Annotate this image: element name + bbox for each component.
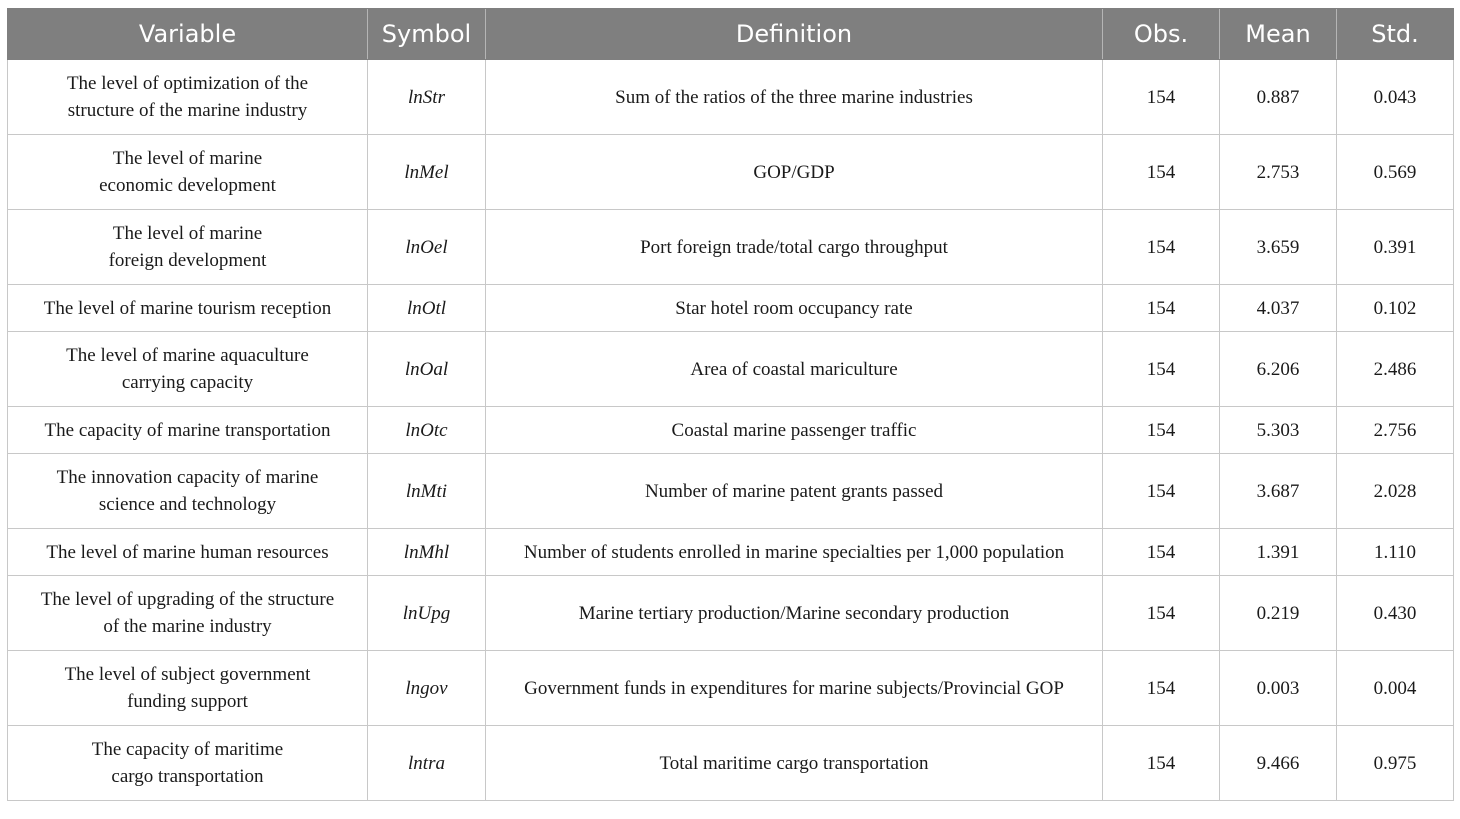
variable-line: economic development: [99, 175, 276, 196]
variable-line: The level of upgrading of the structure: [40, 589, 335, 610]
table-row: [8, 135, 1454, 210]
cell-definition: Total maritime cargo transportation: [486, 726, 1103, 801]
table-row: [8, 454, 1454, 529]
cell-symbol: lnOtl: [368, 285, 486, 332]
cell-definition: Government funds in expenditures for marine subjects/Provincial GOP: [486, 651, 1103, 726]
cell-obs: 154: [1103, 60, 1220, 135]
table-row: [8, 651, 1454, 726]
header-definition: Definition: [486, 9, 1103, 60]
header-symbol: Symbol: [368, 9, 486, 60]
cell-std: 2.486: [1337, 332, 1454, 407]
variable-line: The level of marine aquaculture: [66, 345, 309, 366]
cell-symbol: lngov: [368, 651, 486, 726]
header-variable: Variable: [8, 9, 368, 60]
cell-variable: [8, 135, 368, 210]
cell-obs: 154: [1103, 285, 1220, 332]
cell-mean: 5.303: [1220, 407, 1337, 454]
variable-line: The capacity of maritime: [91, 739, 284, 760]
header-obs: Obs.: [1103, 9, 1220, 60]
variable-line: The innovation capacity of marine: [56, 467, 319, 488]
cell-definition: Port foreign trade/total cargo throughput: [486, 210, 1103, 285]
variable-line: The level of marine tourism reception: [43, 297, 332, 319]
cell-std: 0.975: [1337, 726, 1454, 801]
variable-line: funding support: [127, 691, 248, 712]
table-row: [8, 210, 1454, 285]
cell-mean: 0.887: [1220, 60, 1337, 135]
cell-mean: 2.753: [1220, 135, 1337, 210]
cell-variable: [8, 332, 368, 407]
header-row: [8, 9, 1454, 60]
cell-definition: Coastal marine passenger traffic: [486, 407, 1103, 454]
cell-variable: [8, 407, 368, 454]
cell-obs: 154: [1103, 407, 1220, 454]
cell-variable: [8, 60, 368, 135]
cell-std: 2.756: [1337, 407, 1454, 454]
cell-definition: Star hotel room occupancy rate: [486, 285, 1103, 332]
table-row: [8, 285, 1454, 332]
cell-definition: GOP/GDP: [486, 135, 1103, 210]
cell-std: 0.102: [1337, 285, 1454, 332]
cell-obs: 154: [1103, 210, 1220, 285]
variable-line: The capacity of marine transportation: [44, 419, 331, 441]
variable-line: The level of optimization of the: [66, 73, 309, 94]
cell-std: 0.569: [1337, 135, 1454, 210]
cell-mean: 3.659: [1220, 210, 1337, 285]
cell-mean: 0.219: [1220, 576, 1337, 651]
table-row: [8, 726, 1454, 801]
cell-obs: 154: [1103, 651, 1220, 726]
variable-line: science and technology: [98, 494, 277, 515]
variable-line: carrying capacity: [121, 372, 254, 393]
variable-line: cargo transportation: [111, 766, 264, 787]
cell-obs: 154: [1103, 332, 1220, 407]
cell-symbol: lnOal: [368, 332, 486, 407]
cell-mean: 9.466: [1220, 726, 1337, 801]
header-std: Std.: [1337, 9, 1454, 60]
cell-definition: Sum of the ratios of the three marine industries: [486, 60, 1103, 135]
cell-variable: [8, 210, 368, 285]
cell-std: 0.430: [1337, 576, 1454, 651]
cell-variable: [8, 285, 368, 332]
cell-definition: Marine tertiary production/Marine secondary production: [486, 576, 1103, 651]
table-row: [8, 407, 1454, 454]
cell-mean: 3.687: [1220, 454, 1337, 529]
header-mean: Mean: [1220, 9, 1337, 60]
cell-variable: [8, 726, 368, 801]
cell-symbol: lnStr: [368, 60, 486, 135]
cell-definition: Number of students enrolled in marine specialties per 1,000 population: [486, 529, 1103, 576]
cell-variable: [8, 651, 368, 726]
table-row: [8, 332, 1454, 407]
cell-std: 1.110: [1337, 529, 1454, 576]
cell-mean: 0.003: [1220, 651, 1337, 726]
variable-line: foreign development: [108, 250, 267, 271]
variable-line: of the marine industry: [103, 616, 272, 637]
variable-line: The level of marine: [112, 148, 263, 169]
cell-obs: 154: [1103, 529, 1220, 576]
cell-obs: 154: [1103, 726, 1220, 801]
cell-std: 0.004: [1337, 651, 1454, 726]
cell-symbol: lnMti: [368, 454, 486, 529]
cell-std: 2.028: [1337, 454, 1454, 529]
cell-symbol: lntra: [368, 726, 486, 801]
cell-variable: [8, 529, 368, 576]
cell-mean: 4.037: [1220, 285, 1337, 332]
variable-line: structure of the marine industry: [67, 100, 308, 121]
cell-std: 0.391: [1337, 210, 1454, 285]
table-row: [8, 529, 1454, 576]
cell-symbol: lnOel: [368, 210, 486, 285]
variable-line: The level of marine: [112, 223, 263, 244]
cell-definition: Number of marine patent grants passed: [486, 454, 1103, 529]
cell-definition: Area of coastal mariculture: [486, 332, 1103, 407]
descriptive-statistics-table: [7, 8, 1454, 801]
table-row: [8, 576, 1454, 651]
cell-std: 0.043: [1337, 60, 1454, 135]
cell-mean: 6.206: [1220, 332, 1337, 407]
cell-symbol: lnUpg: [368, 576, 486, 651]
cell-obs: 154: [1103, 454, 1220, 529]
cell-symbol: lnMhl: [368, 529, 486, 576]
table-row: [8, 60, 1454, 135]
variable-line: The level of marine human resources: [46, 541, 329, 563]
cell-variable: [8, 576, 368, 651]
table-body: [8, 60, 1454, 801]
cell-variable: [8, 454, 368, 529]
cell-symbol: lnMel: [368, 135, 486, 210]
statistics-table-container: [7, 8, 1453, 801]
cell-symbol: lnOtc: [368, 407, 486, 454]
cell-mean: 1.391: [1220, 529, 1337, 576]
cell-obs: 154: [1103, 576, 1220, 651]
cell-obs: 154: [1103, 135, 1220, 210]
variable-line: The level of subject government: [64, 664, 311, 685]
